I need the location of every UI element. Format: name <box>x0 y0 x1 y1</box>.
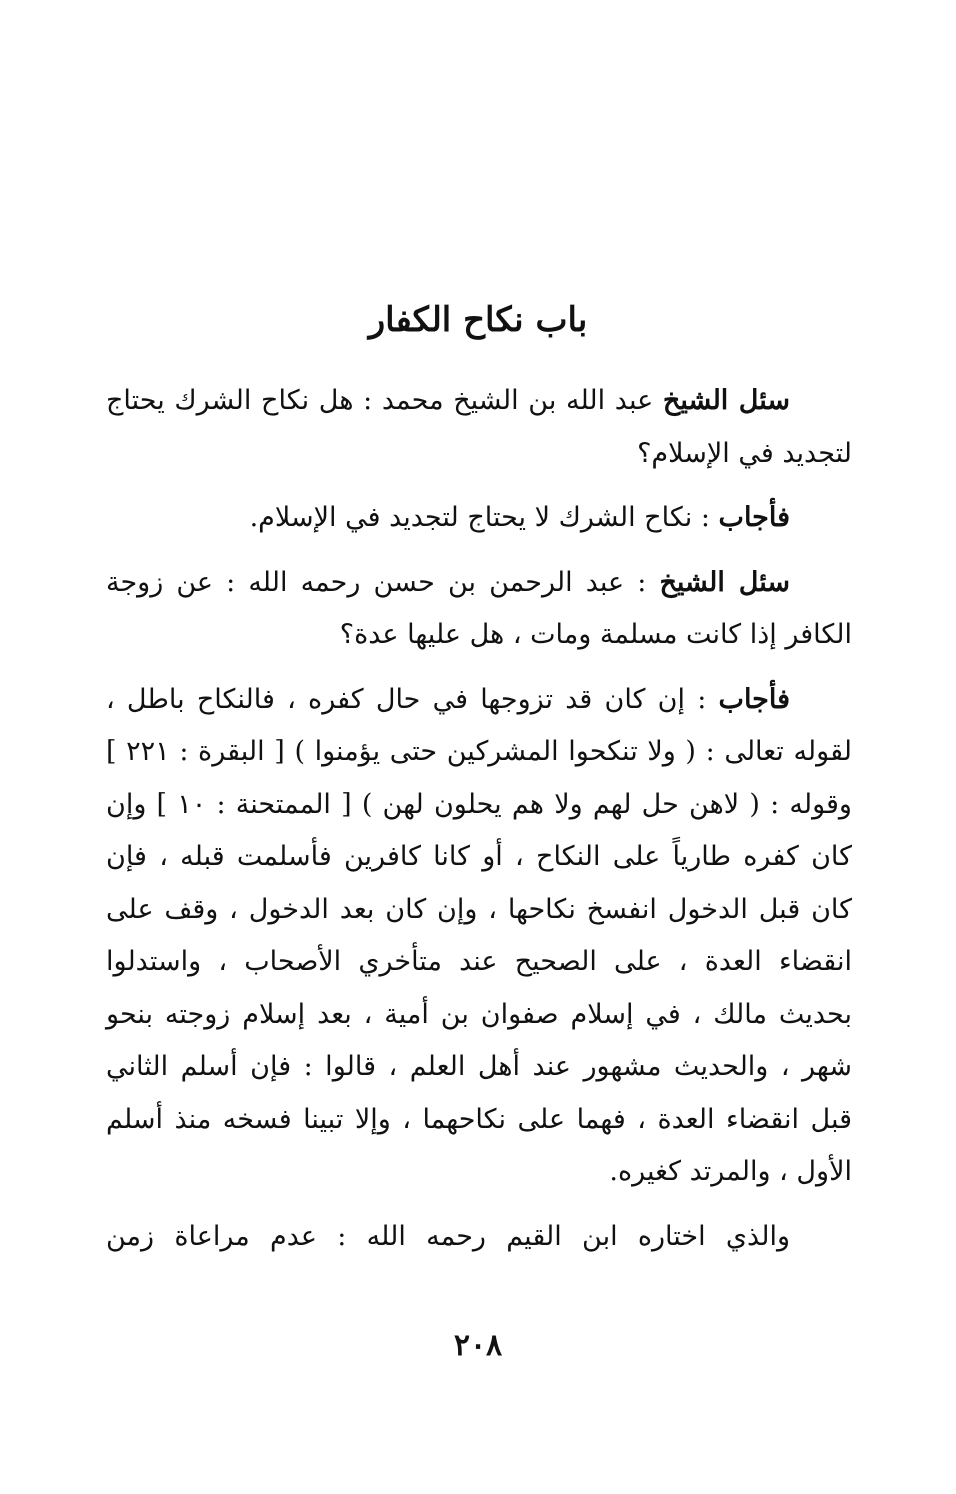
paragraph-lead: فأجاب <box>718 683 790 715</box>
chapter-title: باب نكاح الكفار <box>368 300 588 340</box>
paragraph-lead: فأجاب <box>718 502 790 533</box>
paragraph-text: عبد الله بن الشيخ محمد : هل نكاح الشرك يحتاج لتجديد في الإسلام؟ <box>106 385 852 469</box>
paragraph-question-2 <box>106 557 852 662</box>
page-body <box>106 375 852 1275</box>
paragraph-continuation <box>106 1211 852 1264</box>
paragraph-text: : إن كان قد تزوجها في حال كفره ، فالنكاح باطل ، لقوله تعالى : ( ولا تنكحوا المشركين حتى يؤمنوا ) [ البقرة : ٢٢١ ] وقوله : ( لاهن حل لهم ولا هم يحلون لهن ) [ الممتحنة : ١٠ ] وإن كان كفره طارياً على النكاح ، أو كانا كافرين فأسلمت قبله ، فإن كان قبل الدخول انفسخ نكاحها ، وإن كان بعد الدخول ، وقف على انقضاء العدة ، على الصحيح عند متأخري الأصحاب ، واستدلوا بحديث مالك ، في إسلام صفوان بن أمية ، بعد إسلام زوجته بنحو شهر ، والحديث مشهور عند أهل العلم ، قالوا : فإن أسلم الثاني قبل انقضاء العدة ، فهما على نكاحهما ، وإلا تبينا فسخه منذ أسلم الأول ، والمرتد كغيره. <box>106 683 852 1187</box>
paragraph-text: : نكاح الشرك لا يحتاج لتجديد في الإسلام. <box>249 502 719 533</box>
paragraph-answer-1 <box>106 492 852 545</box>
paragraph-lead: سئل الشيخ <box>662 385 790 416</box>
paragraph-answer-2 <box>106 674 852 1199</box>
paragraph-text: : عبد الرحمن بن حسن رحمه الله : عن زوجة الكافر إذا كانت مسلمة ومات ، هل عليها عدة؟ <box>106 566 852 650</box>
page-number: ٢٠٨ <box>453 1328 503 1363</box>
paragraph-text: والذي اختاره ابن القيم رحمه الله : عدم مراعاة زمن <box>106 1220 790 1252</box>
paragraph-lead: سئل الشيخ <box>659 566 790 598</box>
paragraph-question-1 <box>106 375 852 480</box>
